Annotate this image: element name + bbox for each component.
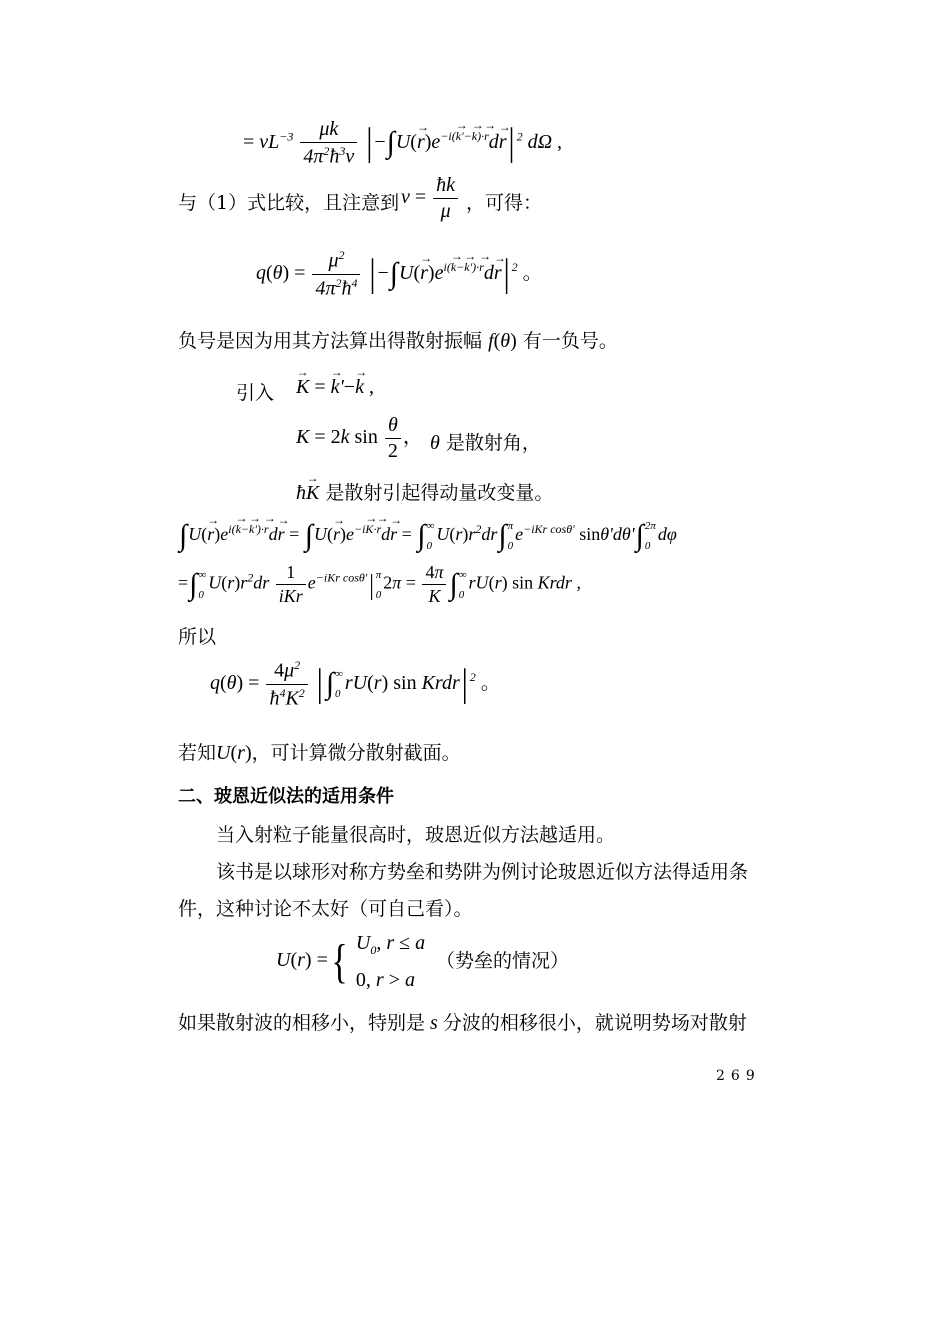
- equation-K-magnitude: K = 2k sin $\frac{\theta}{2}$ ，: [296, 414, 423, 462]
- equation-integral-2: =∫∞ $0U(r)r^2dr$ $\frac{1}{\text{iKr}}$ $e^{-iKr cos\theta'}|$ π 02π = $\frac{4\pi}{K}$ ∫∞ 0rU(r) sin Krdr ,: [178, 562, 581, 606]
- paragraph-2-line-1: 该书是以球形对称方势垒和势阱为例讨论玻恩近似方法得适用条: [216, 861, 749, 883]
- introduce-label: 引入: [236, 382, 275, 404]
- paragraph-1: 当入射粒子能量很高时，玻恩近似方法越适用。: [216, 824, 616, 846]
- page-number: 269: [716, 1068, 761, 1084]
- last-line: 如果散射波的相移小，特别是 s 分波的相移很小，就说明势场对散射: [178, 1012, 747, 1034]
- equation-potential: U(r) ={ $U_0$, r ≤ a 0, r > a: [276, 932, 426, 991]
- paragraph-2-line-2: 件，这种讨论不太好（可自己看）。: [178, 898, 473, 920]
- section-title: 二、玻恩近似法的适用条件: [178, 786, 394, 807]
- sign-note: 负号是因为用其方法算出得散射振幅 f(θ) 有一负号。: [178, 330, 618, 352]
- equation-q: q(θ) = $\frac{\mu^2}{4\pi^2ħ^4}$ | $-\int U(r \to)e^{i(k \to-k \to')\cdot r} \to dr$ →| $^2$ 。: [256, 248, 543, 300]
- theta-note: θ 是散射角，: [430, 432, 541, 454]
- if-known-text: 若知U(r)，可计算微分散射截面。: [178, 742, 461, 764]
- barrier-note: （势垒的情况）: [436, 950, 570, 972]
- equation-cross-section: = $vL^{-3}$ $\frac{\mu k}{4\pi^2ħ^3v}$ | $-\int U(r \to)e^{-i(k \to'-k \to)\cdot r} \to dr$ →| $^2$ dΩ ,: [243, 118, 562, 169]
- equation-K-vector: K → = k →'−k → ,: [296, 376, 374, 399]
- therefore-text: 所以: [178, 626, 217, 648]
- equation-integral-1: $\int U(r \to)e^{i(k \to-k \to')\cdot r} \to dr$ → = $\int U(r \to)e^{-iK \to\cdot r} \to dr$ → = ∫∞ $0U(r)r^2dr\int\pi$ $0e^{-iKr cos\theta'}$ sinθ'dθ'∫2π 0dφ: [178, 516, 677, 556]
- equation-v: v = $\frac{ħk}{\mu}$: [401, 174, 460, 223]
- compare-text: 与（1）式比较，且注意到: [178, 192, 400, 214]
- compare-end-text: ，可得：: [466, 192, 543, 214]
- momentum-note: ħK → 是散射引起得动量改变量。: [296, 478, 553, 505]
- equation-q-final: q(θ) = $\frac{4\mu^2}{ħ^4K^2}$ | ∫∞ 0rU(r) sin Krdr| $^2$ 。: [210, 658, 501, 710]
